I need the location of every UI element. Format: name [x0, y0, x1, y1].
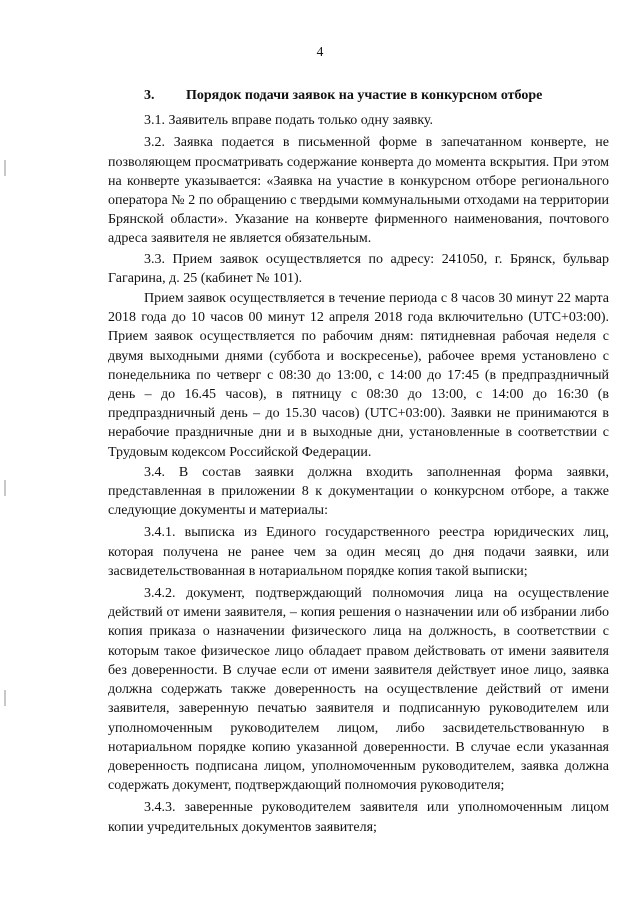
document-body: [108, 86, 609, 837]
paragraph-reception-period: Прием заявок осуществляется в течение периода с 8 часов 30 минут 22 марта 2018 года до 10 часов 00 минут 12 апреля 2018 года включительно (UTC+03:00). Прием заявок осуществляется по рабочим дням: пятидневная рабочая неделя с двумя выходными днями (суббота и воскресенье), рабочее время установлено с понедельника по четверг с 08:30 до 13:00, с 14:00 до 17:45 (в предпраздничный день – до 16.45 часов), в пятницу с 08:30 до 13:00, с 14:00 до 16:30 (в предпраздничный день – до 15.30 часов) (UTC+03:00). Заявки не принимаются в нерабочие праздничные дни и в выходные дни, установленные в соответствии с Трудовым кодексом Российской Федерации.: [108, 291, 609, 460]
paragraph-3-4-1: 3.4.1. выписка из Единого государственного реестра юридических лиц, которая получена не ранее чем за один месяц до дня подачи заявки, или засвидетельствованная в нотариальном порядке копия такой выписки;: [108, 525, 609, 579]
paragraph-3-3: 3.3. Прием заявок осуществляется по адресу: 241050, г. Брянск, бульвар Гагарина, д. 25 (кабинет № 101).: [108, 251, 609, 286]
paragraph-3-4: 3.4. В состав заявки должна входить заполненная форма заявки, представленная в приложении 8 к документации о конкурсном отборе, а также следующие документы и материалы:: [108, 464, 609, 519]
paragraph-3-2: 3.2. Заявка подается в письменной форме в запечатанном конверте, не позволяющем просматривать содержание конверта до момента вскрытия. При этом на конверте указывается: «Заявка на участие в конкурсном отборе регионального оператора № 2 по обращению с твердыми коммунальными отходами на территории Брянской области». Указание на конверте фирменного наименования, почтового адреса заявителя не является обязательным.: [108, 135, 609, 247]
scan-margin-mark: [4, 690, 6, 706]
section-title: Порядок подачи заявок на участие в конкурсном отборе: [186, 88, 543, 103]
page-number: 4: [316, 44, 324, 59]
scan-margin-mark: [4, 480, 6, 496]
section-heading: [108, 86, 609, 105]
scan-margin-mark: [4, 160, 6, 176]
paragraph-3-4-2: 3.4.2. документ, подтверждающий полномочия лица на осуществление действий от имени заявителя, – копия решения о назначении или об избрании либо копия приказа о назначении физического лица на должность, в соответствии с которым такое физическое лицо обладает правом действовать от имени заявителя без доверенности. В случае если от имени заявителя действует иное лицо, заявка должна содержать также доверенность на осуществление действий от имени заявителя, заверенную печатью заявителя и подписанную руководителем или уполномоченным руководителем лицом, либо засвидетельствованную в нотариальном порядке копию указанной доверенности. В случае если указанная доверенность подписана лицом, уполномоченным руководителем, заявка должна содержать документ, подтверждающий полномочия руководителя;: [108, 586, 609, 794]
paragraph-3-1: 3.1. Заявитель вправе подать только одну заявку.: [144, 113, 434, 129]
paragraph-3-4-3: 3.4.3. заверенные руководителем заявителя или уполномоченным лицом копии учредительных документов заявителя;: [108, 800, 609, 835]
section-number: 3.: [144, 88, 155, 103]
